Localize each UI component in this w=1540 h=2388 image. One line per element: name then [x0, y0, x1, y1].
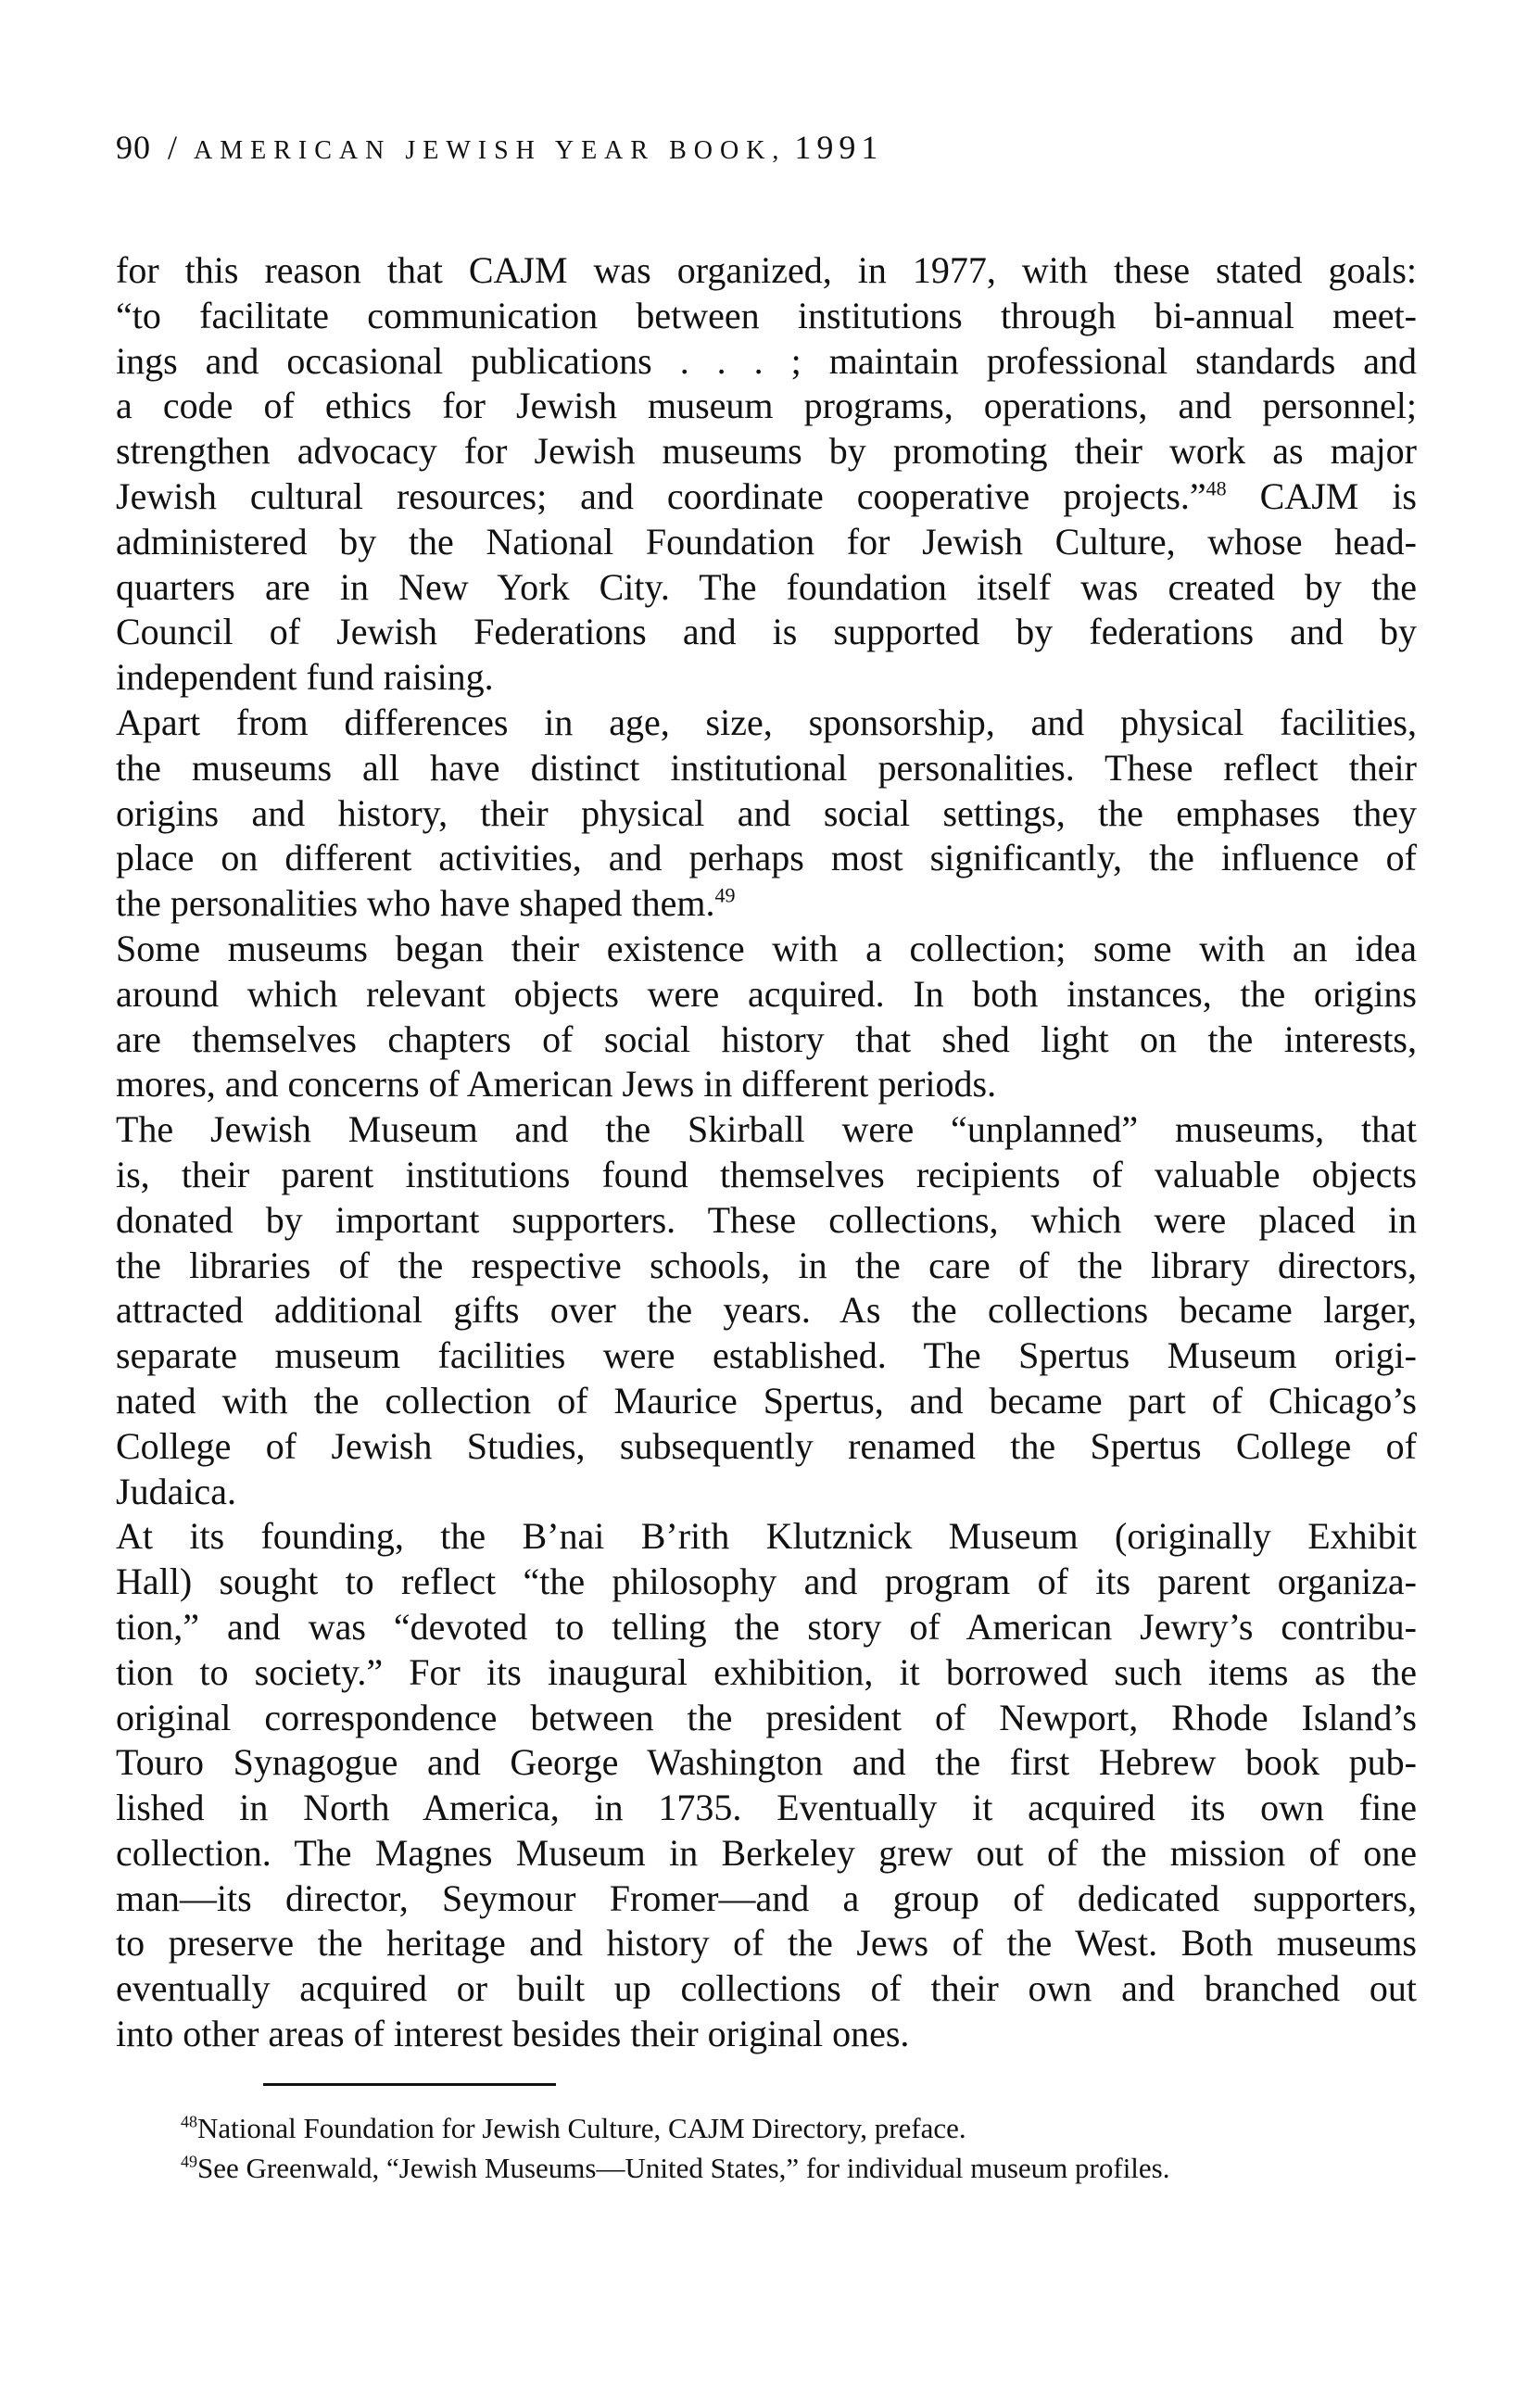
line-text: man—its director, Seymour Fromer—and a group of dedicated supporters,	[116, 1876, 1417, 1919]
line-text: tion,” and was “devoted to telling the story of American Jewry’s contribu-	[116, 1605, 1417, 1648]
text-line	[116, 2012, 1417, 2057]
paragraph	[116, 927, 1417, 1107]
line-text: attracted additional gifts over the years. As the collections became larger,	[116, 1289, 1417, 1332]
line-text: are themselves chapters of social history that shed light on the interests,	[116, 1017, 1417, 1060]
text-line	[116, 339, 1417, 385]
line-text: original correspondence between the president of Newport, Rhode Island’s	[116, 1696, 1417, 1738]
text-line	[116, 1379, 1417, 1424]
line-text: mores, and concerns of American Jews in different periods.	[116, 1063, 997, 1106]
line-text: Council of Jewish Federations and is supported by federations and by	[116, 611, 1417, 653]
text-line	[116, 1244, 1417, 1289]
line-text: Judaica.	[116, 1470, 236, 1512]
text-line	[116, 1740, 1417, 1786]
line-text: “to facilitate communication between institutions through bi-annual meet-	[116, 294, 1417, 336]
text-line	[116, 384, 1417, 429]
text-line	[116, 1424, 1417, 1470]
paragraph	[116, 1107, 1417, 1514]
text-line	[116, 881, 1417, 927]
body-text	[116, 248, 1417, 2057]
line-text: quarters are in New York City. The foundation itself was created by the	[116, 565, 1417, 608]
line-text: lished in North America, in 1735. Eventually it acquired its own fine	[116, 1787, 1417, 1829]
line-text: the museums all have distinct institutional personalities. These reflect their	[116, 746, 1417, 789]
line-text: administered by the National Foundation for Jewish Culture, whose head-	[116, 520, 1417, 562]
paragraph	[116, 701, 1417, 927]
publication-year: 1991	[794, 129, 884, 166]
line-text: collection. The Magnes Museum in Berkeley grew out of the mission of one	[116, 1831, 1417, 1874]
text-line	[116, 1198, 1417, 1244]
line-text: ings and occasional publications . . . ; maintain professional standards and	[116, 339, 1417, 382]
text-line	[116, 1062, 1417, 1107]
text-line	[116, 1470, 1417, 1515]
line-text: place on different activities, and perhaps most significantly, the influence of	[116, 837, 1417, 879]
line-text: to preserve the heritage and history of the Jews of the West. Both museums	[116, 1922, 1417, 1965]
line-text: tion to society.” For its inaugural exhibition, it borrowed such items as the	[116, 1650, 1417, 1693]
line-text: Hall) sought to reflect “the philosophy and program of its parent organiza-	[116, 1560, 1417, 1603]
paragraph	[116, 1514, 1417, 2057]
line-text: is, their parent institutions found themselves recipients of valuable objects	[116, 1153, 1417, 1195]
footnote-49	[181, 2152, 1170, 2185]
footnote-48	[181, 2112, 966, 2145]
text-line	[116, 1288, 1417, 1333]
line-text: into other areas of interest besides their original ones.	[116, 2013, 910, 2055]
line-text: separate museum facilities were established. The Spertus Museum origi-	[116, 1334, 1417, 1377]
text-line	[116, 1153, 1417, 1198]
text-line	[116, 791, 1417, 837]
line-text: Some museums began their existence with a collection; some with an idea	[116, 927, 1417, 969]
line-text: independent fund raising.	[116, 656, 494, 699]
line-text: for this reason that CAJM was organized, in 1977, with these stated goals:	[116, 249, 1417, 291]
header-separator: /	[168, 129, 178, 166]
line-text: nated with the collection of Maurice Spertus, and became part of Chicago’s	[116, 1379, 1417, 1421]
line-text: strengthen advocacy for Jewish museums by promoting their work as major	[116, 430, 1417, 473]
line-text: CAJM is	[1226, 474, 1417, 517]
text-line	[116, 610, 1417, 655]
text-line	[116, 1107, 1417, 1153]
line-text: Touro Synagogue and George Washington and the first Hebrew book pub-	[116, 1741, 1417, 1784]
line-text: Apart from differences in age, size, sponsorship, and physical facilities,	[116, 701, 1417, 743]
text-line	[116, 1333, 1417, 1379]
footnote-number: 49	[181, 2152, 197, 2171]
line-text: a code of ethics for Jewish museum programs, operations, and personnel;	[116, 385, 1417, 427]
text-line	[116, 1514, 1417, 1560]
text-line	[116, 1966, 1417, 2012]
line-text: College of Jewish Studies, subsequently renamed the Spertus College of	[116, 1424, 1417, 1467]
text-line	[116, 655, 1417, 701]
line-text: the libraries of the respective schools, in the care of the library directors,	[116, 1244, 1417, 1286]
footnote-rule	[263, 2083, 556, 2086]
page-number: 90	[116, 129, 151, 166]
footnote-text: National Foundation for Jewish Culture, CAJM Directory, preface.	[197, 2112, 966, 2144]
text-line	[116, 1605, 1417, 1650]
text-line	[116, 474, 1417, 520]
line-text: The Jewish Museum and the Skirball were “unplanned” museums, that	[116, 1108, 1417, 1151]
text-line	[116, 565, 1417, 611]
text-line	[116, 927, 1417, 972]
text-line	[116, 520, 1417, 565]
text-line	[116, 294, 1417, 339]
footnote-reference: 49	[714, 883, 736, 907]
text-line	[116, 1921, 1417, 1966]
footnote-text: See Greenwald, “Jewish Museums—United States,” for individual museum profiles.	[197, 2152, 1170, 2184]
text-line	[116, 972, 1417, 1017]
footnote-number: 48	[181, 2112, 197, 2131]
text-line	[116, 1786, 1417, 1831]
text-line	[116, 429, 1417, 474]
text-line	[116, 701, 1417, 746]
line-text: around which relevant objects were acquired. In both instances, the origins	[116, 972, 1417, 1015]
text-line	[116, 248, 1417, 294]
line-text: Jewish cultural resources; and coordinate cooperative projects.”	[116, 474, 1206, 517]
running-header	[116, 128, 883, 167]
line-text: origins and history, their physical and social settings, the emphases they	[116, 791, 1417, 834]
paragraph	[116, 248, 1417, 701]
line-text: donated by important supporters. These collections, which were placed in	[116, 1198, 1417, 1241]
text-line	[116, 1831, 1417, 1876]
publication-title: AMERICAN JEWISH YEAR BOOK,	[194, 136, 787, 165]
footnote-reference: 48	[1205, 476, 1227, 500]
text-line	[116, 1650, 1417, 1696]
text-line	[116, 1696, 1417, 1741]
line-text: At its founding, the B’nai B’rith Klutznick Museum (originally Exhibit	[116, 1515, 1417, 1558]
text-line	[116, 1560, 1417, 1605]
text-line	[116, 1017, 1417, 1063]
line-text: eventually acquired or built up collections of their own and branched out	[116, 1967, 1417, 2010]
text-line	[116, 836, 1417, 881]
text-line	[116, 746, 1417, 791]
line-text: the personalities who have shaped them.	[116, 882, 715, 925]
text-line	[116, 1876, 1417, 1922]
